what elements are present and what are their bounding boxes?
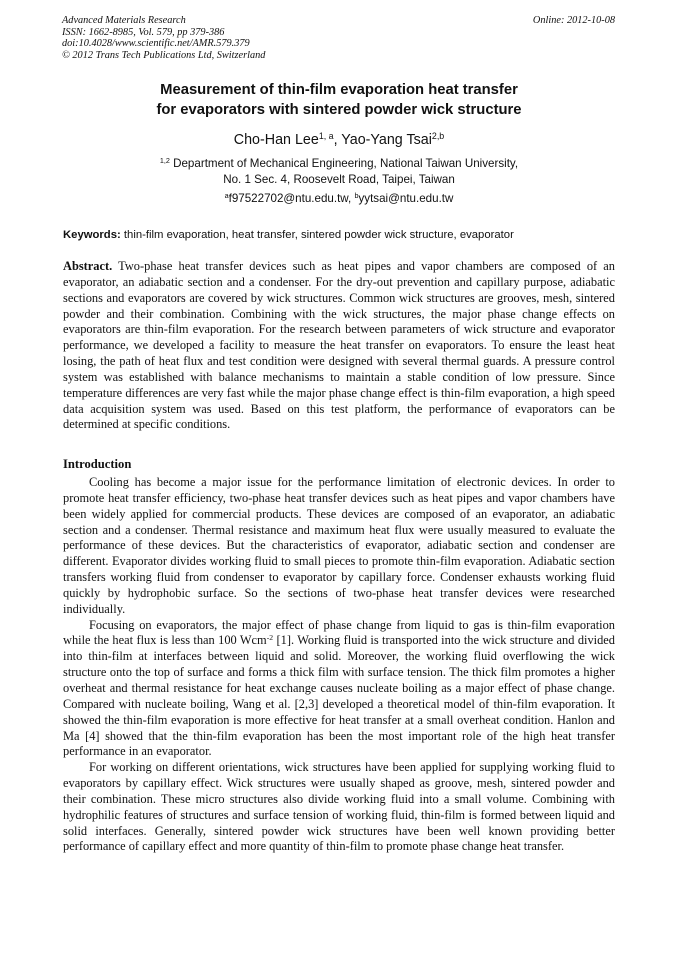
- keywords-section: [63, 228, 615, 243]
- author-2: Yao-Yang Tsai: [341, 132, 432, 148]
- author-list: [60, 131, 618, 149]
- introduction-heading: Introduction: [63, 457, 132, 471]
- intro-p2-part-2: [1]. Working fluid is transported into the wick structure and divided into thin-film at interfaces between liquid and solid. Moreover, the working fluid overflowing the wick structure onto the top of surface and forms a thick film with surface tension. The thick film promotes a higher overheat and thermal resistance for heat exchange causes nucleate boiling as a major effect of phase change. Compared with nucleate boiling, Wang et al. [2,3] developed a theoretical model of thin-film evaporation. It showed the thin-film evaporation is more effective for heat transfer at a small overheat condition. Hanlon and Ma [4] showed that the thin-film evaporation has been the most important role of the high heat transfer performance in an evaporator.: [63, 633, 615, 759]
- keywords-label: Keywords:: [63, 229, 121, 241]
- intro-p2-exponent: -2: [266, 633, 274, 643]
- affiliation: [60, 156, 618, 187]
- intro-paragraph-3: For working on different orientations, wick structures have been applied for supplying working fluid to evaporators by capillary effect. Wick structures were usually shaped as groove, mesh, sintered powder and their combination. These micro structures also divide working fluid into a small volume. Combining with hydrophilic features of structures and surface tension of working fluid, thin-film is formed between liquid and solid interfaces. Generally, sintered powder wick structures have been well known providing better performance of capillary effect and more quantity of thin-film to promote phase change heat transfer.: [63, 760, 615, 854]
- intro-paragraph-1: Cooling has become a major issue for the performance limitation of electronic devices. In order to promote heat transfer efficiency, two-phase heat transfer devices such as heat pipes and vapor chambers have been widely applied for commercial products. These devices are composed of an evaporator, an adiabatic section and a condenser. Thermal resistance and maximum heat flux were usually measured to evaluate the performance of these devices. But the characteristics of evaporator, adiabatic section and condenser are different. Evaporator divides working fluid to small pieces to promote thin-film evaporation. Adiabatic section transfers working fluid from condenser to evaporator by capillary force. Condenser exhausts working fluid quickly by hydrophobic surface. So the sections of two-phase heat transfer devices were researched individually.: [63, 475, 615, 616]
- online-date: Online: 2012-10-08: [532, 15, 615, 26]
- intro-p2-part-1: Focusing on evaporators, the major effect of phase change from liquid to gas is thin-film evaporation while the heat flux is less than 100 Wcm: [63, 617, 615, 648]
- author-2-affiliation-mark: 2,b: [431, 131, 445, 142]
- affiliation-line-1: Department of Mechanical Engineering, National Taiwan University,: [169, 157, 519, 170]
- author-separator: ,: [333, 132, 342, 148]
- intro-paragraph-2: [63, 618, 615, 761]
- email-a: f97522702@ntu.edu.tw,: [228, 192, 355, 205]
- author-emails: [60, 191, 618, 206]
- abstract-section: [63, 259, 615, 433]
- email-b: yytsai@ntu.edu.tw: [358, 192, 454, 205]
- paper-title: [60, 80, 618, 120]
- title-line-2: for evaporators with sintered powder wick structure: [156, 102, 522, 118]
- email-b-mark: b: [354, 191, 359, 201]
- journal-name: Advanced Materials Research: [62, 15, 186, 26]
- keywords-text: thin-film evaporation, heat transfer, sintered powder wick structure, evaporator: [120, 229, 514, 241]
- email-a-mark: a: [224, 191, 229, 201]
- issn-line: ISSN: 1662-8985, Vol. 579, pp 379-386: [62, 26, 225, 38]
- doi-line: doi:10.4028/www.scientific.net/AMR.579.379: [62, 38, 250, 50]
- abstract-label: Abstract.: [63, 259, 113, 273]
- title-line-1: Measurement of thin-film evaporation heat transfer: [160, 82, 518, 98]
- affiliation-line-2: No. 1 Sec. 4, Roosevelt Road, Taipei, Taiwan: [223, 172, 455, 186]
- journal-header: [62, 15, 265, 61]
- author-1-affiliation-mark: 1, a: [318, 131, 334, 142]
- abstract-text: Two-phase heat transfer devices such as heat pipes and vapor chambers are composed of an evaporator, an adiabatic section and a condenser. For the dry-out prevention and capillary purpose, adiabatic sections and evaporators are covered by wick structures. Common wick structures are grooves, mesh, sintered powder and their combination. Combining with the wick structures, the major phase change effects on evaporators are thin-film evaporation. For the research between parameters of wick structure and evaporator performance, we developed a facility to measure the heat transfer on evaporators. To ensure the least heat losing, the path of heat flux and test condition were designed with several thermal guards. A pressure control system was established with balance mechanisms to maintain a stable condition of low pressure. Since temperature differences are very fast while the major phase change effect is thin-film evaporation, a high speed data acquisition system was used. Based on this test platform, the performance of evaporators can be determined at specific conditions.: [63, 259, 615, 432]
- copyright-line: © 2012 Trans Tech Publications Ltd, Switzerland: [62, 49, 266, 61]
- author-1: Cho-Han Lee: [233, 132, 319, 148]
- introduction-body: [63, 475, 615, 855]
- affiliation-mark: 1,2: [159, 156, 170, 166]
